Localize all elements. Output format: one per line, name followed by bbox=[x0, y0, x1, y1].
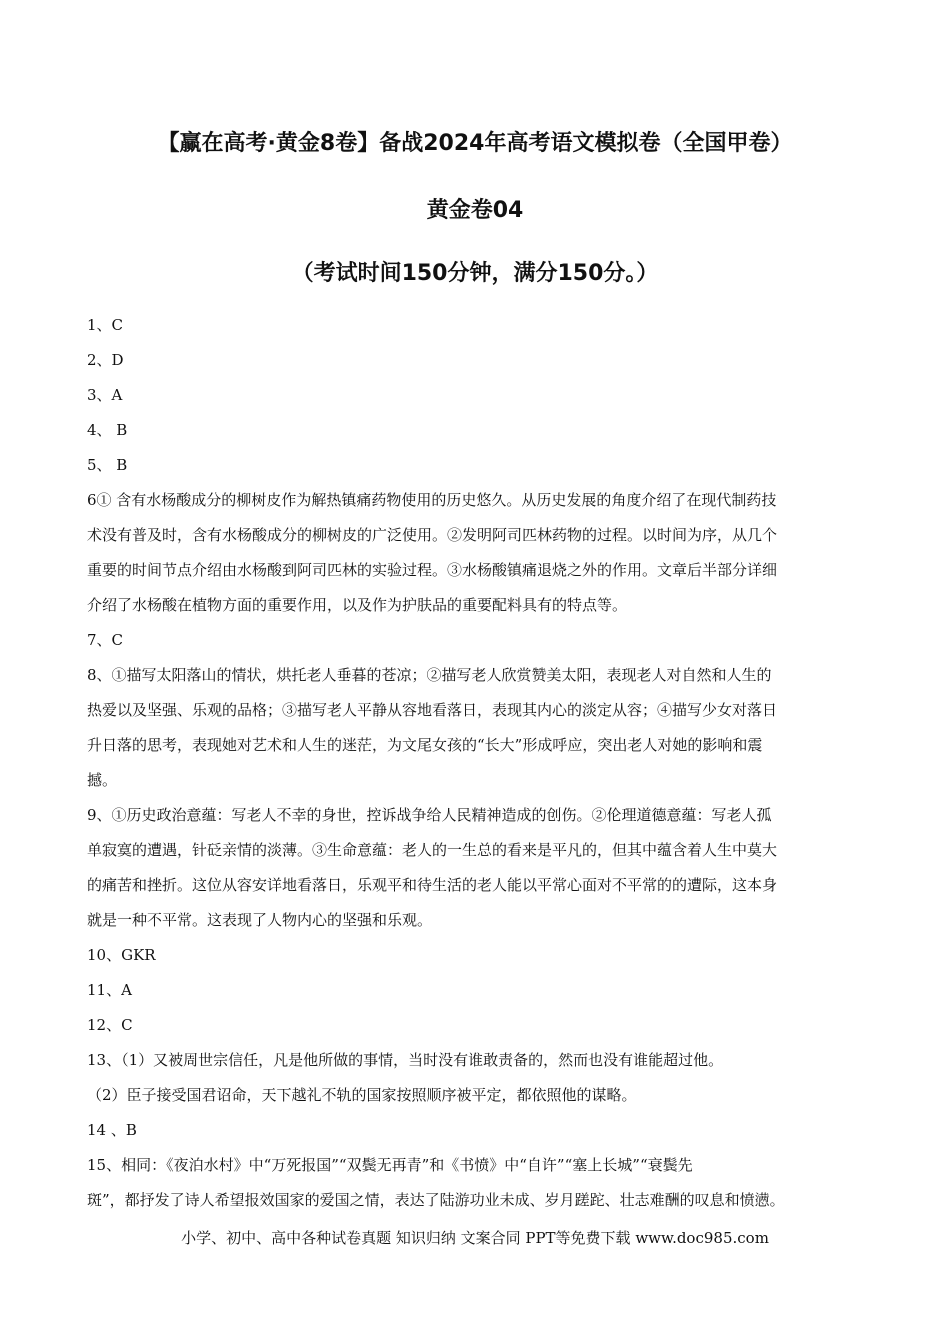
answer-line: 介绍了水杨酸在植物方面的重要作用，以及作为护肤品的重要配料具有的特点等。 bbox=[87, 596, 628, 614]
answer-line: 的痛苦和挫折。这位从容安详地看落日，乐观平和待生活的老人能以平常心面对不平常的的遭际，这本身 bbox=[87, 876, 778, 894]
answer-line: 6① 含有水杨酸成分的柳树皮作为解热镇痛药物使用的历史悠久。从历史发展的角度介绍了在现代制药技 bbox=[87, 491, 777, 509]
answer-line: （2）臣子接受国君诏命，天下越礼不轨的国家按照顺序被平定，都依照他的谋略。 bbox=[87, 1086, 637, 1104]
answer-line: 9、①历史政治意蕴：写老人不幸的身世，控诉战争给人民精神造成的创伤。②伦理道德意蕴：写老人孤 bbox=[87, 806, 772, 824]
answer-line: 撼。 bbox=[87, 771, 118, 789]
answer-line: 3、A bbox=[87, 386, 123, 404]
answer-line: 升日落的思考，表现她对艺术和人生的迷茫，为文尾女孩的“长大”形成呼应，突出老人对她的影响和震 bbox=[87, 736, 763, 754]
answer-line: 15、相同：《夜泊水村》中“万死报国”“双鬓无再青”和《书愤》中“自许”“塞上长城”“衰鬓先 bbox=[87, 1156, 693, 1174]
answer-line: 斑”，都抒发了诗人希望报效国家的爱国之情，表达了陆游功业未成、岁月蹉跎、壮志难酬的叹息和愤懑。 bbox=[87, 1191, 785, 1209]
answer-line: 8、①描写太阳落山的情状，烘托老人垂暮的苍凉；②描写老人欣赏赞美太阳，表现老人对自然和人生的 bbox=[87, 666, 772, 684]
footer-text: 小学、初中、高中各种试卷真题 知识归纳 文案合同 PPT等免费下载 www.doc985.com bbox=[181, 1229, 769, 1247]
answer-line: 术没有普及时，含有水杨酸成分的柳树皮的广泛使用。②发明阿司匹林药物的过程。以时间为序，从几个 bbox=[87, 526, 778, 544]
document-title: 【赢在高考·黄金8卷】备战2024年高考语文模拟卷（全国甲卷） bbox=[157, 131, 793, 156]
answer-line: 11、A bbox=[87, 981, 132, 999]
answer-line: 1、C bbox=[87, 316, 124, 334]
answer-line: 10、GKR bbox=[87, 946, 156, 964]
answer-line: 13、（1）又被周世宗信任，凡是他所做的事情，当时没有谁敢责备的，然而也没有谁能超过他。 bbox=[87, 1051, 724, 1069]
answer-line: 7、C bbox=[87, 631, 124, 649]
answer-line: 就是一种不平常。这表现了人物内心的坚强和乐观。 bbox=[87, 911, 433, 929]
answer-line: 12、C bbox=[87, 1016, 133, 1034]
answer-line: 14 、B bbox=[87, 1121, 137, 1139]
answer-line: 热爱以及坚强、乐观的品格；③描写老人平静从容地看落日，表现其内心的淡定从容；④描写少女对落日 bbox=[87, 701, 778, 719]
answer-line: 单寂寞的遭遇，针砭亲情的淡薄。③生命意蕴：老人的一生总的看来是平凡的，但其中蕴含着人生中莫大 bbox=[87, 841, 778, 859]
answer-line: 重要的时间节点介绍由水杨酸到阿司匹林的实验过程。③水杨酸镇痛退烧之外的作用。文章后半部分详细 bbox=[87, 561, 778, 579]
exam-info: （考试时间150分钟，满分150分。） bbox=[291, 261, 659, 286]
answer-list bbox=[87, 308, 867, 1218]
answer-line: 4、 B bbox=[87, 421, 128, 439]
answer-line: 5、 B bbox=[87, 456, 128, 474]
answer-line: 2、D bbox=[87, 351, 124, 369]
paper-subtitle: 黄金卷04 bbox=[426, 198, 524, 223]
